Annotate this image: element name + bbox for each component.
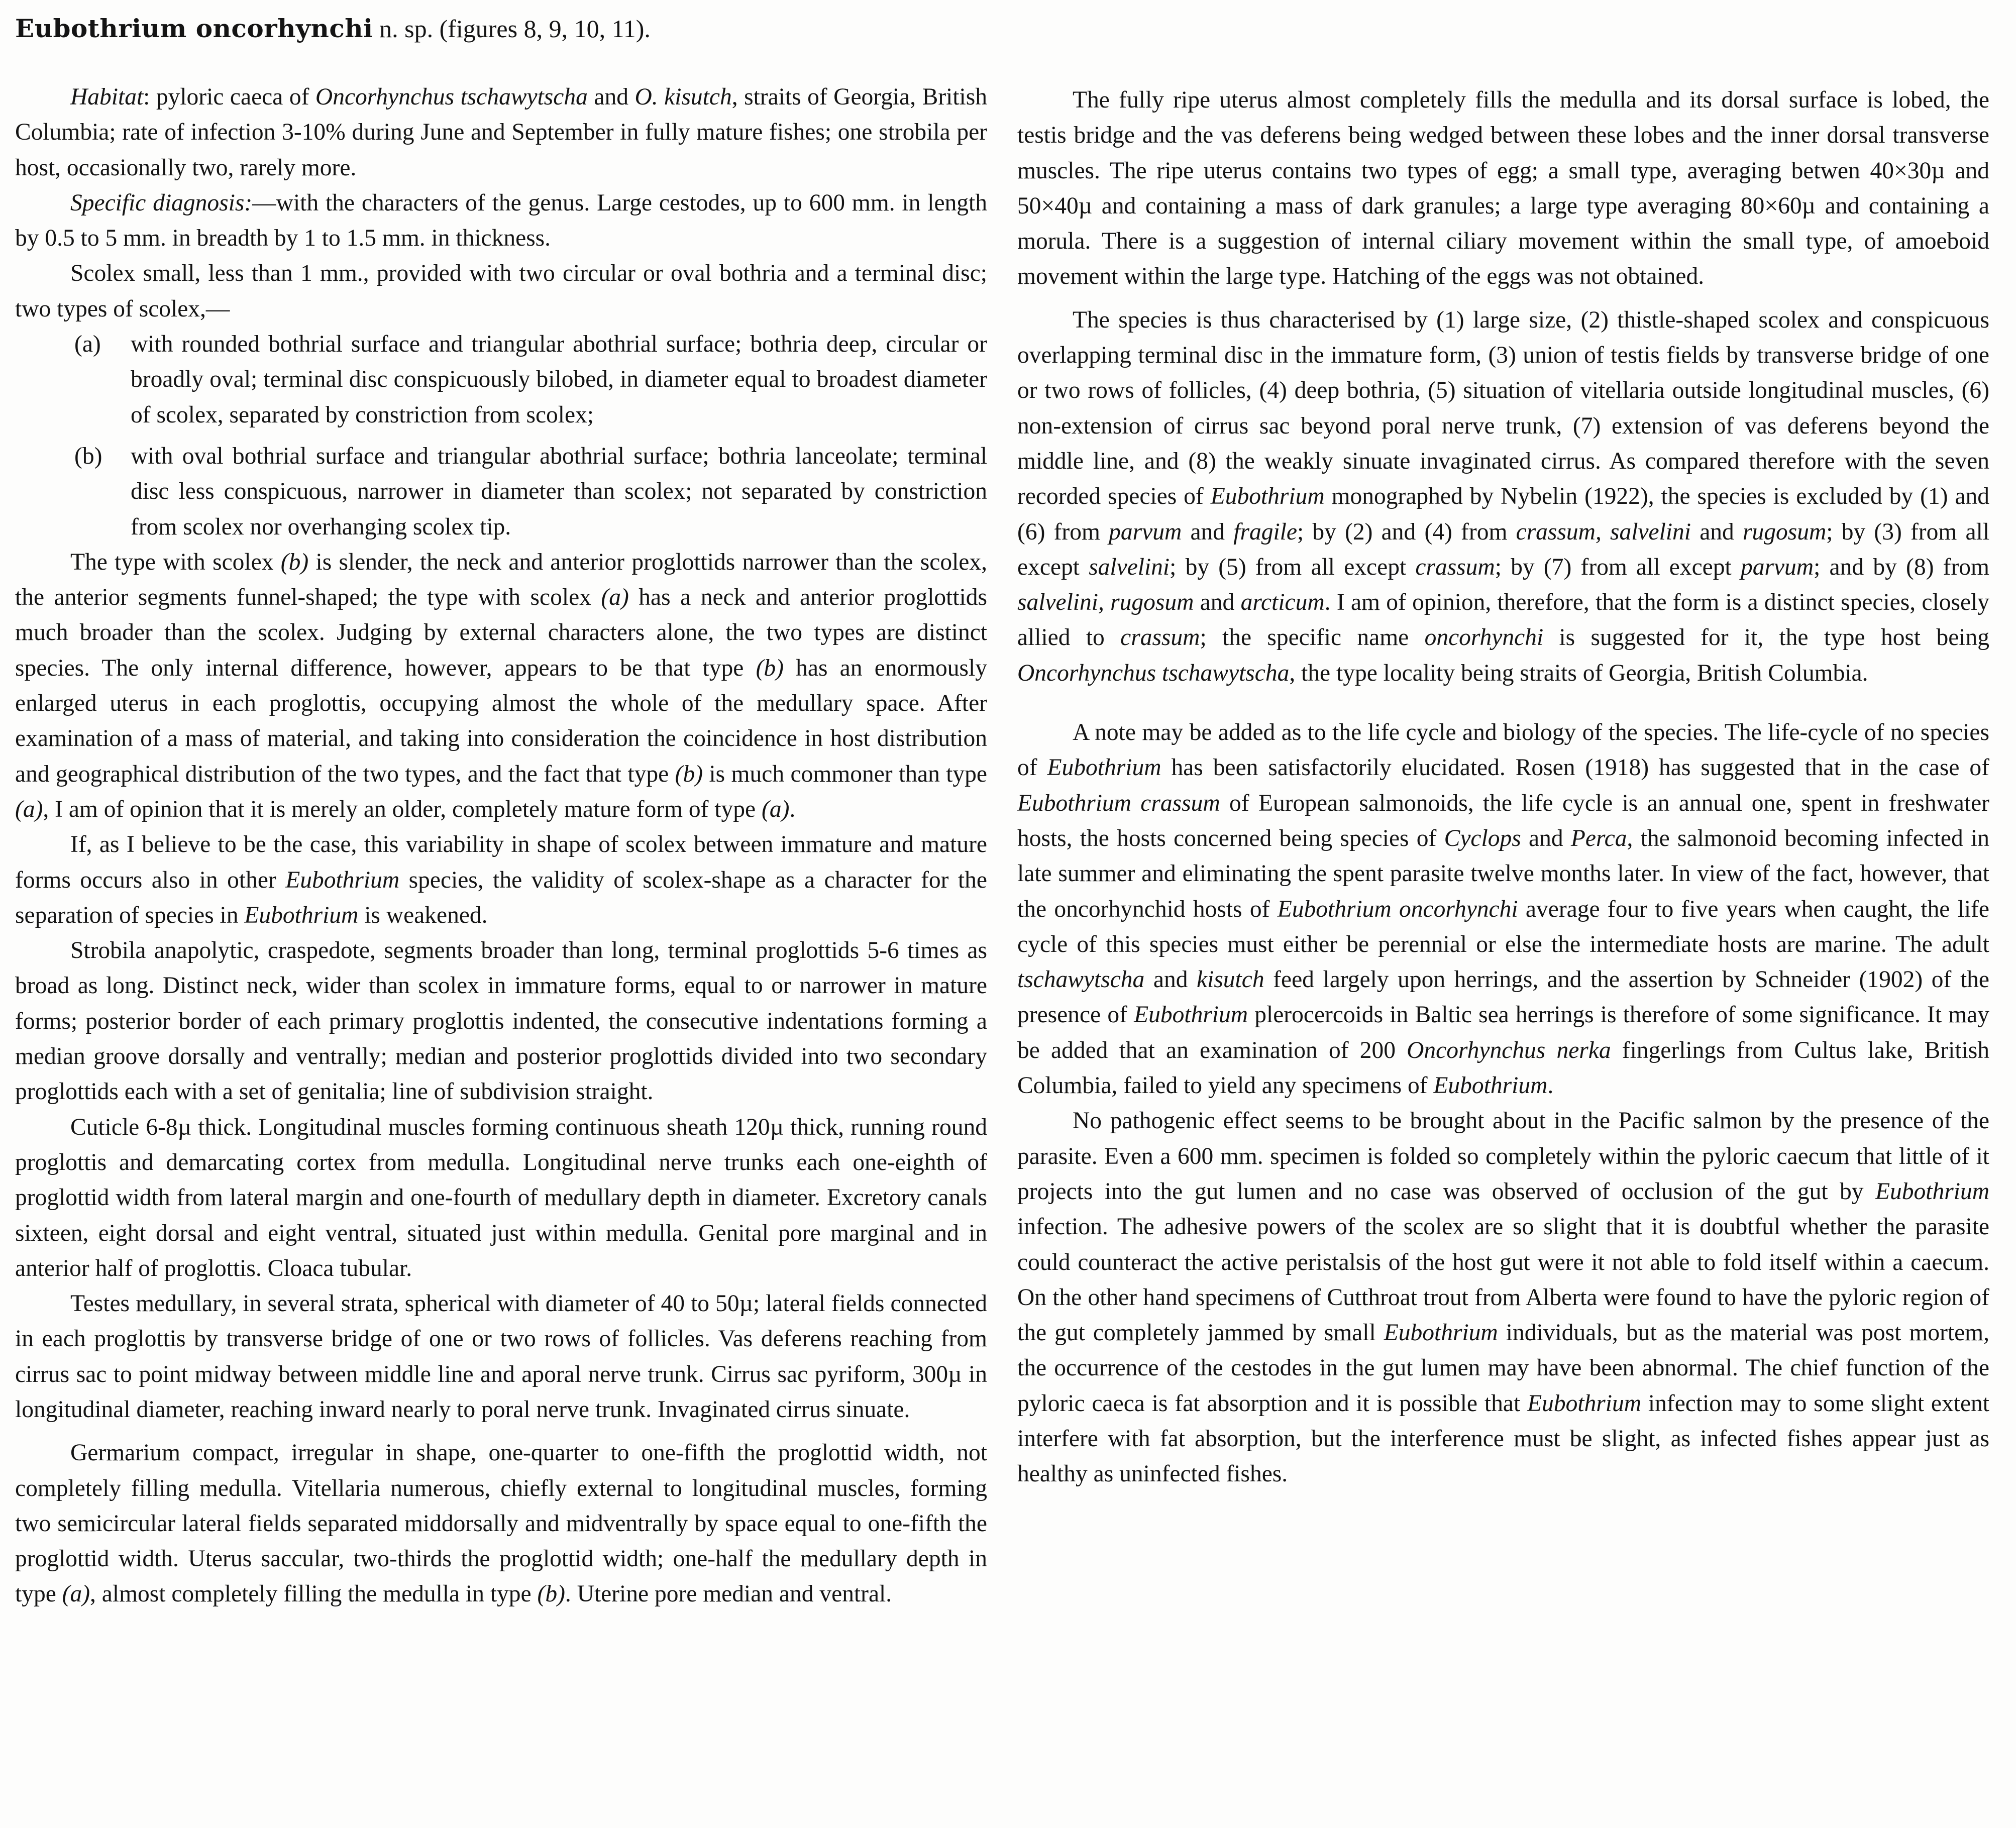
- text-run: .: [1547, 1072, 1554, 1099]
- text-run: of European salmonoids, the life cycle is an annual one, spent in freshwater hosts, the hosts concerned being species of: [1017, 790, 1989, 851]
- text-run: ; and by (8) from: [1814, 554, 1990, 580]
- species-name: rugosum: [1743, 518, 1827, 545]
- paragraph-strobila: Strobila anapolytic, craspedote, segments broader than long, terminal proglottids 5-6 times as broad as long. Distinct neck, wider than scolex in immature forms, equal to or narrower in mature forms; posterior border of each primary proglottis indented, the consecutive indentations forming a median groove dorsally and ventrally; median and posterior proglottids divided into two secondary proglottids each with a set of genitalia; line of subdivision straight.: [15, 937, 987, 1105]
- genus-name: Perca: [1570, 825, 1627, 851]
- species-name: tschawytscha: [1017, 966, 1145, 993]
- species-name: parvum: [1109, 518, 1182, 545]
- text-run: A note may be added as to the life cycle and biology of the species. The life-cycle of no species of: [1017, 719, 1989, 781]
- text-run: , straits of Georgia, British Columbia; rate of infection 3-10% during June and September in fully mature fishes; one strobila per host, occasionally two, rarely more.: [15, 84, 987, 181]
- text-run: and: [1690, 518, 1743, 545]
- text-run: and: [1144, 966, 1197, 993]
- paragraph-ripe-uterus: The fully ripe uterus almost completely fills the medulla and its dorsal surface is lobed, the testis bridge and the vas deferens being wedged between these lobes and the inner dorsal transverse muscles. The ripe uterus contains two types of egg; a small type, averaging betwen 40×30µ and 50×40µ and containing a mass of dark granules; a large type averaging 80×60µ and containing a morula. There is a suggestion of internal ciliary movement within the small type, of amoeboid movement within the large type. Hatching of the eggs was not obtained.: [1017, 87, 1989, 290]
- text-run: is slender, the neck and anterior proglottids narrower than the scolex, the anterior segments funnel-shaped; the type with scolex: [15, 549, 987, 611]
- genus-name: Eubothrium: [1433, 1072, 1548, 1099]
- paragraph-life-cycle-note: [1017, 715, 1989, 1103]
- list-text-b: with oval bothrial surface and triangular abothrial surface; bothria lanceolate; terminal disc less conspicuous, narrower in diameter than scolex; not separated by constriction from scolex nor overhanging scolex tip.: [131, 443, 987, 540]
- text-run: No pathogenic effect seems to be brought about in the Pacific salmon by the presence of the parasite. Even a 600 mm. specimen is folded so completely within the pyloric caecum that little of it projects into the gut lumen and no case was observed of occlusion of the gut by: [1017, 1108, 1989, 1205]
- text-run: and: [587, 84, 635, 110]
- host-species-name: O. kisutch: [634, 84, 732, 110]
- text-run: Germarium compact, irregular in shape, one-quarter to one-fifth the proglottid width, not completely filling medulla. Vitellaria numerous, chiefly external to longitudinal muscles, forming two semicircular lateral fields separated middorsally and midventrally by space equal to one-fifth the proglottid width. Uterus saccular, two-thirds the proglottid width; one-half the medullary depth in type: [15, 1440, 987, 1607]
- type-ref: (a): [62, 1581, 90, 1607]
- genus-name: Eubothrium: [1527, 1390, 1642, 1417]
- genus-name: Cyclops: [1444, 825, 1521, 851]
- left-column: [15, 79, 987, 1612]
- genus-name: Eubothrium: [1210, 483, 1325, 510]
- species-name-heading: Eubothrium oncorhynchi: [15, 14, 373, 43]
- text-run: is much commoner than type: [703, 761, 988, 787]
- species-name: salvelini, rugosum: [1017, 589, 1194, 616]
- species-name: arcticum: [1240, 589, 1325, 616]
- genus-name: Eubothrium: [1384, 1320, 1498, 1346]
- genus-name: Eubothrium: [285, 867, 400, 893]
- species-name: kisutch: [1197, 966, 1264, 993]
- genus-name: Eubothrium: [1875, 1178, 1989, 1205]
- text-run: ; by (7) from all except: [1495, 554, 1741, 580]
- species-name: Eubothrium crassum: [1017, 790, 1220, 816]
- type-ref: (b): [675, 761, 703, 787]
- text-run: ; by (3) from all except: [1017, 518, 1990, 580]
- host-species-name: Oncorhynchus tschawytscha: [315, 84, 588, 110]
- text-run: , the salmonoid becoming infected in late summer and eliminating the spent parasite twelve months later. In view of the fact, however, that the oncorhynchid hosts of: [1017, 825, 1990, 922]
- paragraph-cuticle: Cuticle 6-8µ thick. Longitudinal muscles forming continuous sheath 120µ thick, running round proglottis and demarcating cortex from medulla. Longitudinal nerve trunks each one-eighth of proglottid width from lateral margin and one-fourth of medullary depth in diameter. Excretory canals sixteen, eight dorsal and eight ventral, situated just within medulla. Genital pore marginal and in anterior half of proglottis. Cloaca tubular.: [15, 1114, 987, 1281]
- heading-rest: n. sp. (figures 8, 9, 10, 11).: [373, 15, 651, 43]
- text-run: and: [1194, 589, 1241, 616]
- list-label-b: (b): [74, 443, 102, 469]
- species-name: fragile: [1233, 518, 1297, 545]
- species-name: oncorhynchi: [1424, 624, 1544, 651]
- type-ref: (a): [762, 796, 790, 822]
- text-run: . Uterine pore median and ventral.: [565, 1581, 892, 1607]
- species-name: parvum: [1740, 554, 1814, 580]
- text-run: is suggested for it, the type host being: [1543, 624, 1989, 651]
- text-run: , the type locality being straits of Georgia, British Columbia.: [1289, 660, 1868, 686]
- section-heading: [15, 11, 651, 46]
- text-run: average four to five years when caught, the life cycle of this species must either be perennial or else the intermediate hosts are marine. The adult: [1017, 896, 1989, 957]
- paragraph-germarium: [15, 1435, 987, 1611]
- type-ref: (b): [756, 655, 784, 681]
- text-run: has a neck and anterior proglottids much broader than the scolex. Judging by external characters alone, the two types are distinct species. The only internal difference, however, appears to be that type: [15, 584, 988, 681]
- species-name: crassum: [1415, 554, 1495, 580]
- list-label-a: (a): [74, 331, 101, 358]
- text-run: species, the validity of scolex-shape as a character for the separation of species in: [15, 867, 987, 928]
- text-run: has been satisfactorily elucidated. Rosen (1918) has suggested that in the case of: [1161, 755, 1989, 781]
- paragraph-testes: Testes medullary, in several strata, spherical with diameter of 40 to 50µ; lateral fields connected in each proglottis by transverse bridge of one or two rows of follicles. Vas deferens reaching from cirrus sac to point midway between middle line and aporal nerve trunk. Cirrus sac pyriform, 300µ in longitudinal diameter, reaching inward nearly to poral nerve trunk. Invaginated cirrus sinuate.: [15, 1291, 987, 1423]
- genus-name: Eubothrium: [1134, 1002, 1248, 1028]
- species-name: Eubothrium oncorhynchi: [1277, 896, 1518, 922]
- diagnosis-label: Specific diagnosis:: [70, 189, 253, 216]
- text-run: infection may to some slight extent interfere with fat absorption, but the interference must be slight, as infected fishes appear just as healthy as uninfected fishes.: [1017, 1390, 1989, 1487]
- text-run: —with the characters of the genus. Large cestodes, up to 600 mm. in length by 0.5 to 5 mm. in breadth by 1 to 1.5 mm. in thickness.: [15, 189, 987, 252]
- paragraph-pathogenic-effect: [1017, 1103, 1989, 1491]
- text-run: has an enormously enlarged uterus in each proglottis, occupying almost the whole of the medullary space. After examination of a mass of material, and taking into consideration the coincidence in host distribution and geographical distribution of the two types, and the fact that type: [15, 655, 987, 787]
- species-name: crassum: [1120, 624, 1200, 651]
- genus-name: Eubothrium: [1047, 755, 1161, 781]
- text-run: plerocercoids in Baltic sea herrings is therefore of some significance. It may be added that an examination of 200: [1017, 1002, 1990, 1063]
- text-run: infection. The adhesive powers of the scolex are so slight that it is doubtful whether the parasite could counteract the active peristalsis of the host gut were it not able to fold itself within a caecum. On the other hand specimens of Cutthroat trout from Alberta were found to have the pyloric region of the gut completely jammed by small: [1017, 1214, 1989, 1346]
- paragraph-species-characterised: [1017, 302, 1989, 691]
- species-name: salvelini: [1089, 554, 1170, 580]
- paragraph-specific-diagnosis: [15, 185, 987, 256]
- paragraph-variability: [15, 827, 987, 933]
- text-run: is weakened.: [358, 902, 488, 928]
- text-run: The type with scolex: [70, 549, 281, 575]
- text-run: ; by (5) from all except: [1170, 554, 1416, 580]
- text-run: individuals, but as the material was post mortem, the occurrence of the cestodes in the gut lumen may have been abnormal. The chief function of the pyloric caeca is fat absorption and it is possible that: [1017, 1320, 1989, 1417]
- right-column: [1017, 82, 1989, 1492]
- list-text-a: with rounded bothrial surface and triangular abothrial surface; bothria deep, circular or broadly oval; terminal disc conspicuously bilobed, in diameter equal to broadest diameter of scolex, separated by constriction from scolex;: [131, 331, 987, 428]
- type-ref: (b): [280, 549, 309, 575]
- text-run: , I am of opinion that it is merely an older, completely mature form of type: [43, 796, 762, 822]
- text-run: The species is thus characterised by (1) large size, (2) thistle-shaped scolex and conspicuous overlapping terminal disc in the immature form, (3) union of testis fields by transverse bridge of one or two rows of follicles, (4) deep bothria, (5) situation of vitellaria outside longitudinal muscles, (6) non-extension of cirrus sac beyond poral nerve trunk, (7) extension of vas deferens beyond the middle line, and (8) the weakly sinuate invaginated cirrus. As compared therefore with the seven recorded species of: [1017, 306, 1989, 510]
- text-run: ; by (2) and (4) from: [1297, 518, 1516, 545]
- paragraph-habitat: [15, 79, 987, 185]
- paragraph-type-comparison: [15, 545, 987, 827]
- text-run: ; the specific name: [1200, 624, 1425, 651]
- paragraph-scolex-intro: Scolex small, less than 1 mm., provided with two circular or oval bothria and a terminal disc; two types of scolex,—: [15, 260, 987, 322]
- type-ref: (a): [601, 584, 629, 611]
- text-run: . I am of opinion, therefore, that the form is a distinct species, closely allied to: [1017, 589, 1989, 651]
- text-run: If, as I believe to be the case, this variability in shape of scolex between immature and mature forms occurs also in other: [15, 831, 987, 893]
- genus-name: Eubothrium: [244, 902, 359, 928]
- species-name: Oncorhynchus nerka: [1407, 1037, 1611, 1063]
- text-run: and: [1182, 518, 1234, 545]
- text-run: monographed by Nybelin (1922), the species is excluded by (1) and (6) from: [1017, 483, 1989, 545]
- text-run: .: [789, 796, 796, 822]
- scolex-type-b: [15, 439, 987, 545]
- type-ref: (b): [537, 1581, 565, 1607]
- scolex-type-a: [15, 327, 987, 433]
- text-run: : pyloric caeca of: [143, 84, 315, 110]
- text-run: fingerlings from Cultus lake, British Columbia, failed to yield any specimens of: [1017, 1037, 1989, 1099]
- text-run: feed largely upon herrings, and the assertion by Schneider (1902) of the presence of: [1017, 966, 1989, 1028]
- text-run: , almost completely filling the medulla in type: [90, 1581, 538, 1607]
- habitat-label: Habitat: [70, 84, 144, 110]
- text-run: and: [1521, 825, 1571, 851]
- host-species-name: Oncorhynchus tschawytscha: [1017, 660, 1290, 686]
- type-ref: (a): [15, 796, 43, 822]
- species-name: crassum, salvelini: [1516, 518, 1691, 545]
